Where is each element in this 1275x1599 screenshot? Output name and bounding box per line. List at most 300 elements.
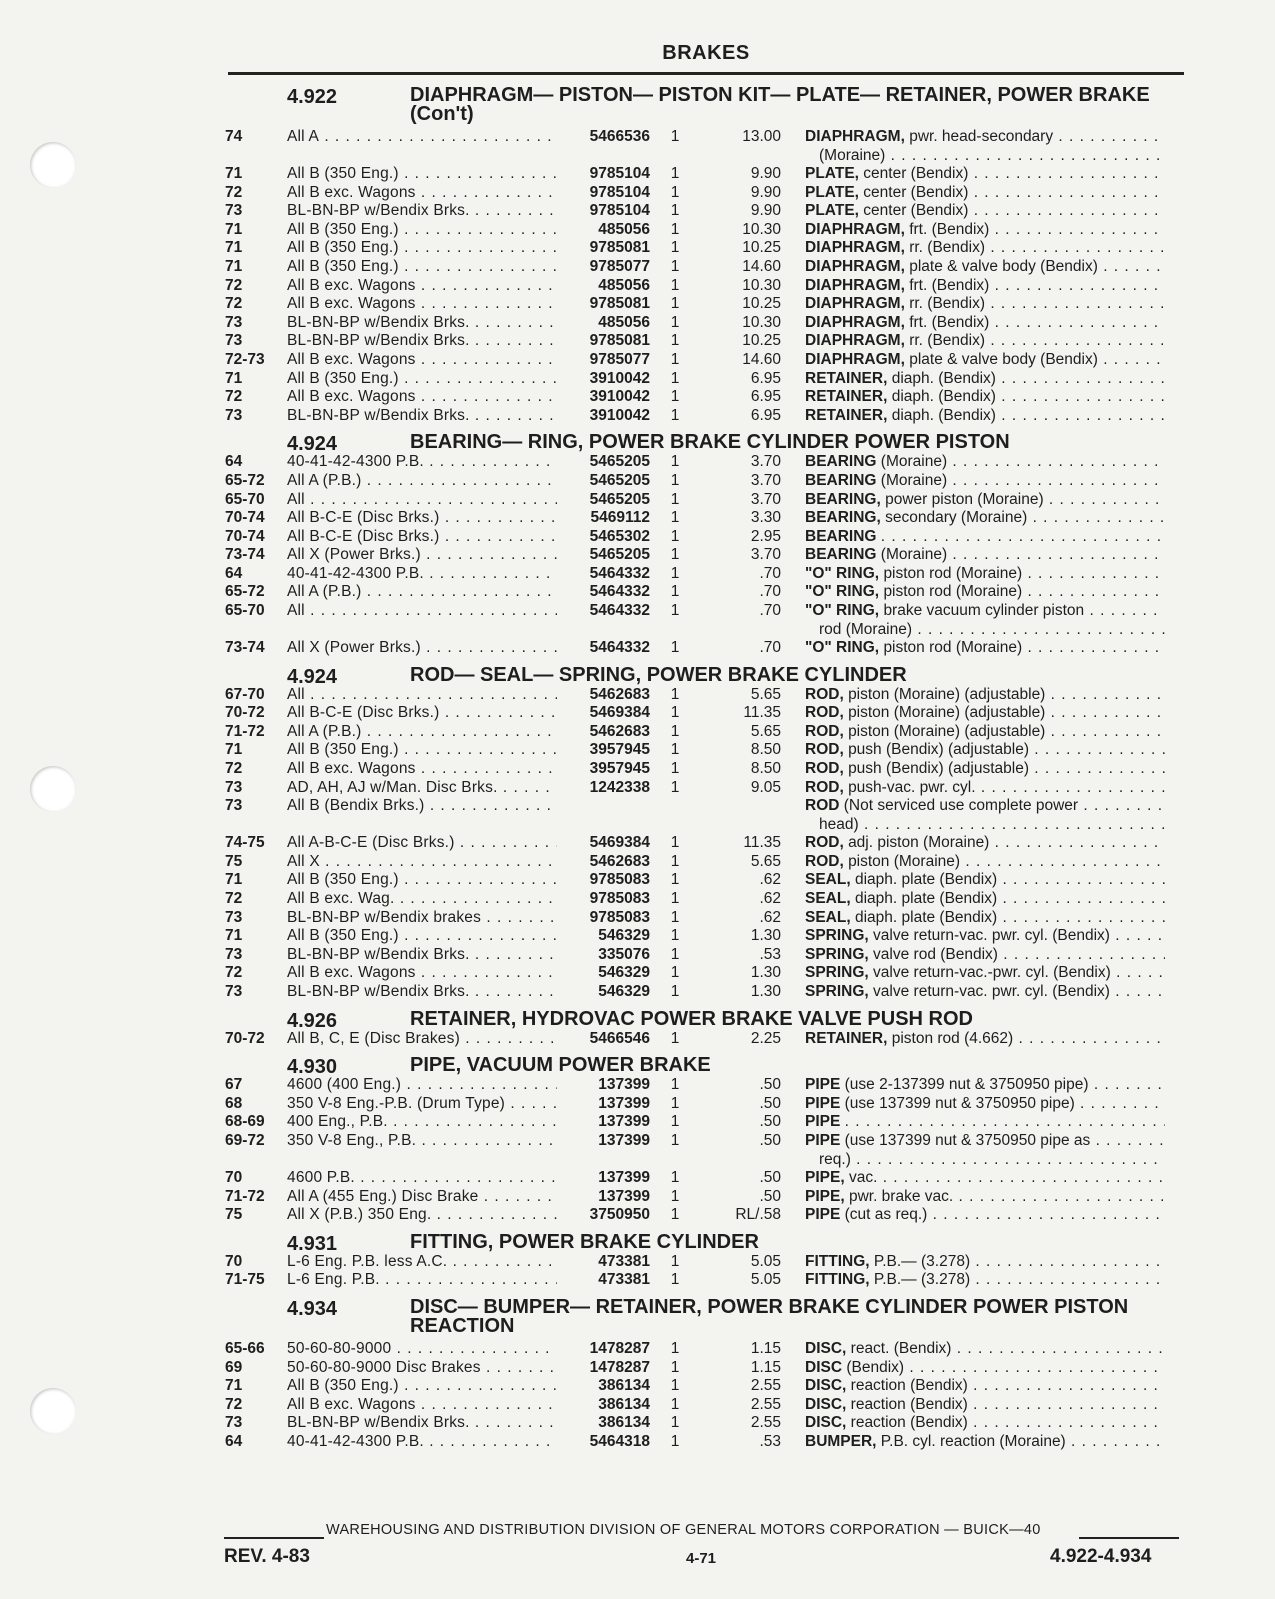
- description-line: [805, 583, 1165, 602]
- quantity: 1: [670, 165, 680, 182]
- price: 9.90: [750, 202, 781, 220]
- model-year: 71: [225, 1377, 243, 1395]
- part-row: [225, 723, 1185, 742]
- description-line: [805, 565, 1165, 584]
- part-row: [225, 1253, 1185, 1272]
- part-name: PIPE: [805, 1206, 841, 1224]
- part-description: [805, 1132, 1165, 1169]
- price: .70: [759, 583, 781, 601]
- part-row: [225, 834, 1185, 853]
- part-number: 5465205: [589, 490, 650, 508]
- price: 1.15: [750, 1358, 781, 1376]
- part-row: [225, 1030, 1185, 1049]
- model-year: 73-74: [225, 546, 265, 564]
- part-name: PIPE,: [805, 1168, 845, 1186]
- part-row: [225, 528, 1185, 547]
- price: .70: [759, 602, 781, 620]
- part-row: [225, 314, 1185, 333]
- description-line: [805, 639, 1165, 658]
- part-number: 5469384: [589, 834, 650, 852]
- group-number: 4.924: [287, 433, 338, 456]
- description-line: [805, 221, 1165, 240]
- part-number: 9785083: [589, 871, 650, 889]
- part-row: [225, 964, 1185, 983]
- model-application: All A (455 Eng.) Disc Brake . . .: [287, 1188, 557, 1207]
- part-number: 546329: [598, 927, 650, 945]
- description-line: [805, 491, 1165, 510]
- description-text: rr. (Bendix): [909, 332, 986, 350]
- part-row: [225, 797, 1185, 834]
- part-name: BEARING,: [805, 490, 881, 508]
- description-line: [805, 946, 1165, 965]
- part-description: [805, 741, 1165, 760]
- model-year: 73: [225, 982, 243, 1000]
- model-year: 71: [225, 741, 243, 759]
- model-application: All A (P.B.) . . .: [287, 472, 557, 491]
- description-text: P.B. cyl. reaction (Moraine): [880, 1432, 1066, 1450]
- part-row: [225, 983, 1185, 1002]
- part-number: 1478287: [589, 1358, 650, 1376]
- part-number: 3957945: [589, 741, 650, 759]
- description-line: [805, 1359, 1165, 1378]
- part-name: SPRING,: [805, 982, 869, 1000]
- price: 1.30: [750, 982, 781, 1000]
- part-row: [225, 388, 1185, 407]
- part-description: [805, 583, 1165, 602]
- part-number: 137399: [598, 1094, 650, 1112]
- quantity: 1: [670, 1187, 680, 1205]
- model-application: All B (350 Eng.) . . .: [287, 370, 557, 389]
- description-continuation: rod (Moraine) . . .: [805, 621, 1165, 640]
- part-description: [805, 1396, 1165, 1415]
- part-description: [805, 890, 1165, 909]
- part-number: 546329: [598, 964, 650, 982]
- part-number: 137399: [598, 1187, 650, 1205]
- part-name: SEAL,: [805, 908, 851, 926]
- description-text: adj. piston (Moraine): [848, 834, 990, 852]
- model-year: 71: [225, 220, 243, 238]
- model-application: All B exc. Wagons . . .: [287, 351, 557, 370]
- part-description: [805, 704, 1165, 723]
- part-name: "O" RING,: [805, 602, 880, 620]
- part-description: [805, 184, 1165, 203]
- part-name: PIPE,: [805, 1187, 845, 1205]
- section-range: 4.922-4.934: [1050, 1546, 1152, 1567]
- price: 2.55: [750, 1414, 781, 1432]
- price: 14.60: [742, 257, 781, 275]
- model-application: All B (350 Eng.) . . .: [287, 871, 557, 890]
- price: 3.70: [750, 490, 781, 508]
- model-application: All B exc. Wag. . . .: [287, 890, 557, 909]
- part-row: [225, 1076, 1185, 1095]
- quantity: 1: [670, 871, 680, 889]
- model-application: All X (P.B.) 350 Eng. . . .: [287, 1206, 557, 1225]
- part-name: DISC,: [805, 1339, 847, 1357]
- part-name: PIPE: [805, 1094, 841, 1112]
- part-name: BEARING,: [805, 509, 881, 527]
- description-text: (Bendix): [846, 1358, 905, 1376]
- description-line: [805, 202, 1165, 221]
- part-row: [225, 1188, 1185, 1207]
- quantity: 1: [670, 602, 680, 620]
- part-description: [805, 602, 1165, 639]
- part-row: [225, 602, 1185, 639]
- model-year: 71: [225, 871, 243, 889]
- part-row: [225, 546, 1185, 565]
- price: 10.30: [742, 313, 781, 331]
- description-text: power piston (Moraine): [885, 490, 1044, 508]
- model-year: 71: [225, 927, 243, 945]
- part-number: 5465205: [589, 453, 650, 471]
- quantity: 1: [670, 1076, 680, 1094]
- part-number: 5462683: [589, 722, 650, 740]
- model-year: 73-74: [225, 639, 265, 657]
- part-name: DIAPHRAGM,: [805, 128, 905, 145]
- model-application: All . . .: [287, 686, 557, 705]
- binder-hole: [30, 766, 76, 812]
- description-text: piston (Moraine) (adjustable): [848, 685, 1046, 703]
- part-number: 386134: [598, 1414, 650, 1432]
- part-number: 5465205: [589, 471, 650, 489]
- model-year: 69: [225, 1358, 243, 1376]
- model-application: All B (350 Eng.) . . .: [287, 1377, 557, 1396]
- model-year: 65-70: [225, 490, 265, 508]
- part-description: [805, 779, 1165, 798]
- description-line: [805, 1206, 1165, 1225]
- model-application: BL-BN-BP w/Bendix Brks. . . .: [287, 983, 557, 1002]
- model-application: All B (350 Eng.) . . .: [287, 927, 557, 946]
- part-row: [225, 704, 1185, 723]
- part-row: [225, 1396, 1185, 1415]
- group-heading: [225, 663, 1185, 688]
- price: 5.05: [750, 1271, 781, 1289]
- part-description: [805, 1340, 1165, 1359]
- part-number: 5466536: [589, 128, 650, 145]
- model-year: 72: [225, 388, 243, 406]
- price: 2.55: [750, 1395, 781, 1413]
- model-year: 64: [225, 1432, 243, 1450]
- quantity: 1: [670, 583, 680, 601]
- description-text: valve return-vac.-pwr. cyl. (Bendix): [873, 964, 1111, 982]
- price: .53: [759, 945, 781, 963]
- part-description: [805, 1271, 1165, 1290]
- description-line: [805, 1377, 1165, 1396]
- part-row: [225, 1359, 1185, 1378]
- description-text: reaction (Bendix): [850, 1414, 968, 1432]
- price: .50: [759, 1113, 781, 1131]
- price: .50: [759, 1131, 781, 1149]
- part-description: [805, 909, 1165, 928]
- description-text: diaph. (Bendix): [891, 406, 996, 424]
- model-application: All X (Power Brks.) . . .: [287, 546, 557, 565]
- part-description: [805, 295, 1165, 314]
- part-name: DIAPHRAGM,: [805, 257, 905, 275]
- part-name: BUMPER,: [805, 1432, 877, 1450]
- part-description: [805, 1113, 1165, 1132]
- description-text: vac.: [848, 1168, 878, 1186]
- part-row: [225, 1095, 1185, 1114]
- model-application: All B, C, E (Disc Brakes) . . .: [287, 1030, 557, 1049]
- model-application: L-6 Eng. P.B. . . .: [287, 1271, 557, 1290]
- part-description: [805, 332, 1165, 351]
- part-name: DISC,: [805, 1395, 847, 1413]
- price: 9.05: [750, 778, 781, 796]
- part-number: 3957945: [589, 760, 650, 778]
- part-description: [805, 1414, 1165, 1433]
- model-application: 4600 P.B. . . .: [287, 1169, 557, 1188]
- quantity: 1: [670, 183, 680, 201]
- price: 11.35: [743, 704, 781, 722]
- part-name: "O" RING,: [805, 564, 880, 582]
- price: .70: [759, 564, 781, 582]
- description-text: piston rod (4.662): [891, 1029, 1014, 1047]
- part-row: [225, 565, 1185, 584]
- part-number: 485056: [598, 276, 650, 294]
- model-year: 65-72: [225, 471, 265, 489]
- part-description: [805, 565, 1165, 584]
- model-year: 71-75: [225, 1271, 265, 1289]
- part-name: PIPE: [805, 1076, 841, 1094]
- group-number: 4.934: [287, 1297, 338, 1320]
- part-name: ROD: [805, 797, 840, 815]
- model-application: 400 Eng., P.B. . . .: [287, 1113, 557, 1132]
- part-name: DIAPHRAGM,: [805, 276, 905, 294]
- part-description: [805, 453, 1165, 472]
- group-heading: [225, 1007, 1185, 1032]
- part-row: [225, 927, 1185, 946]
- part-name: "O" RING,: [805, 639, 880, 657]
- description-line: [805, 295, 1165, 314]
- part-number: 386134: [598, 1377, 650, 1395]
- model-application: 4600 (400 Eng.) . . .: [287, 1076, 557, 1095]
- part-row: [225, 128, 1185, 165]
- description-line: [805, 1414, 1165, 1433]
- part-name: PIPE: [805, 1113, 841, 1131]
- part-number: 9785083: [589, 890, 650, 907]
- model-year: 75: [225, 852, 243, 870]
- model-application: 350 V-8 Eng., P.B. . . .: [287, 1132, 557, 1151]
- description-line: [805, 797, 1165, 816]
- group-title: DISC— BUMPER— RETAINER, POWER BRAKE CYLINDER POWER PISTON REACTION: [410, 1295, 1129, 1337]
- group-heading: [225, 86, 1185, 128]
- part-row: [225, 370, 1185, 389]
- model-year: 70-72: [225, 704, 265, 722]
- description-text: piston (Moraine): [848, 852, 961, 870]
- part-row: [225, 741, 1185, 760]
- quantity: 1: [670, 220, 680, 238]
- part-number: 335076: [598, 945, 650, 963]
- group-number: 4.922: [287, 86, 338, 108]
- part-row: [225, 239, 1185, 258]
- part-name: FITTING,: [805, 1271, 870, 1289]
- part-description: [805, 528, 1165, 547]
- description-line: [805, 370, 1165, 389]
- part-number: 1242338: [589, 778, 650, 796]
- description-text: (Not serviced use complete power: [843, 797, 1079, 815]
- part-description: [805, 165, 1165, 184]
- part-description: [805, 239, 1165, 258]
- part-name: SPRING,: [805, 927, 869, 945]
- price: 3.70: [750, 471, 781, 489]
- description-text: plate & valve body (Bendix): [909, 257, 1098, 275]
- description-line: [805, 1132, 1165, 1151]
- quantity: 1: [670, 760, 680, 778]
- model-year: 67-70: [225, 685, 265, 703]
- description-text: (Moraine): [880, 546, 948, 564]
- part-row: [225, 472, 1185, 491]
- model-year: 65-72: [225, 583, 265, 601]
- model-year: 73: [225, 313, 243, 331]
- quantity: 1: [670, 128, 680, 145]
- description-line: [805, 258, 1165, 277]
- part-description: [805, 1095, 1165, 1114]
- part-row: [225, 871, 1185, 890]
- quantity: 1: [670, 1252, 680, 1270]
- part-row: [225, 202, 1185, 221]
- part-name: ROD,: [805, 852, 844, 870]
- part-number: 5464332: [589, 583, 650, 601]
- footer-rule: [1079, 1537, 1179, 1539]
- model-year: 67: [225, 1076, 243, 1094]
- quantity: 1: [670, 564, 680, 582]
- description-line: [805, 351, 1165, 370]
- part-description: [805, 202, 1165, 221]
- description-line: [805, 1271, 1165, 1290]
- model-application: All B exc. Wagons . . .: [287, 295, 557, 314]
- part-name: PIPE: [805, 1131, 841, 1149]
- description-text: diaph. (Bendix): [891, 388, 996, 406]
- part-name: BEARING: [805, 453, 877, 471]
- quantity: 1: [670, 1131, 680, 1149]
- part-name: ROD,: [805, 741, 844, 759]
- price: 6.95: [750, 388, 781, 406]
- model-application: All A (P.B.) . . .: [287, 583, 557, 602]
- quantity: 1: [670, 313, 680, 331]
- footer-rule: [224, 1537, 324, 1539]
- description-line: [805, 909, 1165, 928]
- quantity: 1: [670, 471, 680, 489]
- price: .62: [759, 908, 781, 926]
- model-year: 71: [225, 257, 243, 275]
- price: 6.95: [750, 369, 781, 387]
- description-line: [805, 546, 1165, 565]
- part-name: SEAL,: [805, 871, 851, 889]
- description-line: [805, 1076, 1165, 1095]
- quantity: 1: [670, 295, 680, 313]
- quantity: 1: [670, 1339, 680, 1357]
- description-line: [805, 277, 1165, 296]
- model-year: 74: [225, 128, 243, 145]
- part-name: DISC,: [805, 1377, 847, 1395]
- part-number: 5462683: [589, 852, 650, 870]
- model-application: L-6 Eng. P.B. less A.C. . . .: [287, 1253, 557, 1272]
- part-row: [225, 509, 1185, 528]
- model-year: 69-72: [225, 1131, 265, 1149]
- part-name: DIAPHRAGM,: [805, 350, 905, 368]
- model-year: 72: [225, 183, 243, 201]
- description-text: piston (Moraine) (adjustable): [848, 704, 1046, 722]
- description-text: push-vac. pwr. cyl.: [848, 778, 976, 796]
- part-name: DIAPHRAGM,: [805, 332, 905, 350]
- part-description: [805, 277, 1165, 296]
- part-number: 5464332: [589, 639, 650, 657]
- price: 14.60: [742, 350, 781, 368]
- description-text: valve return-vac. pwr. cyl. (Bendix): [873, 982, 1110, 1000]
- part-row: [225, 1169, 1185, 1188]
- part-name: RETAINER,: [805, 388, 888, 406]
- description-text: (use 137399 nut & 3750950 pipe as: [844, 1131, 1091, 1149]
- price: 10.25: [742, 239, 781, 257]
- description-text: pwr. brake vac.: [848, 1187, 954, 1205]
- model-application: All . . .: [287, 491, 557, 510]
- part-number: 1478287: [589, 1339, 650, 1357]
- part-number: 137399: [598, 1076, 650, 1094]
- model-application: 40-41-42-4300 P.B. . . .: [287, 1433, 557, 1452]
- description-text: diaph. plate (Bendix): [854, 871, 998, 889]
- price: .50: [759, 1076, 781, 1094]
- model-year: 65-70: [225, 602, 265, 620]
- description-text: center (Bendix): [863, 165, 969, 182]
- model-application: BL-BN-BP w/Bendix Brks. . . .: [287, 946, 557, 965]
- group-title: RETAINER, HYDROVAC POWER BRAKE VALVE PUSH ROD: [410, 1007, 973, 1030]
- description-text: piston rod (Moraine): [883, 564, 1023, 582]
- price: 3.30: [750, 509, 781, 527]
- price: 8.50: [750, 741, 781, 759]
- description-text: brake vacuum cylinder piston: [883, 602, 1085, 620]
- description-text: push (Bendix) (adjustable): [848, 741, 1029, 759]
- quantity: 1: [670, 741, 680, 759]
- part-description: [805, 964, 1165, 983]
- part-name: SPRING,: [805, 964, 869, 982]
- group-number: 4.924: [287, 665, 338, 688]
- quantity: 1: [670, 639, 680, 657]
- part-row: [225, 258, 1185, 277]
- quantity: 1: [670, 202, 680, 220]
- part-row: [225, 184, 1185, 203]
- quantity: 1: [670, 406, 680, 424]
- model-application: All . . .: [287, 602, 557, 621]
- group-number: 4.931: [287, 1232, 338, 1255]
- part-description: [805, 927, 1165, 946]
- price: 2.95: [750, 527, 781, 545]
- part-name: ROD,: [805, 722, 844, 740]
- model-year: 72: [225, 1395, 243, 1413]
- model-application: All B (350 Eng.) . . .: [287, 741, 557, 760]
- model-application: All B exc. Wagons . . .: [287, 964, 557, 983]
- description-text: pwr. head-secondary: [909, 128, 1054, 145]
- part-row: [225, 1377, 1185, 1396]
- quantity: 1: [670, 1113, 680, 1131]
- part-number: 137399: [598, 1113, 650, 1131]
- part-description: [805, 351, 1165, 370]
- model-year: 70-74: [225, 509, 265, 527]
- parts-list: [225, 78, 1185, 1451]
- group-title: BEARING— RING, POWER BRAKE CYLINDER POWER PISTON: [410, 431, 1010, 454]
- model-year: 68: [225, 1094, 243, 1112]
- description-text: center (Bendix): [863, 202, 969, 220]
- description-text: P.B.— (3.278): [873, 1271, 971, 1289]
- model-year: 71: [225, 165, 243, 182]
- description-text: (Moraine): [880, 471, 948, 489]
- model-year: 72-73: [225, 350, 265, 368]
- part-number: 485056: [598, 313, 650, 331]
- part-number: 3910042: [589, 369, 650, 387]
- part-description: [805, 834, 1165, 853]
- model-application: All B exc. Wagons . . .: [287, 760, 557, 779]
- part-number: 137399: [598, 1131, 650, 1149]
- price: .50: [759, 1187, 781, 1205]
- description-text: piston rod (Moraine): [883, 583, 1023, 601]
